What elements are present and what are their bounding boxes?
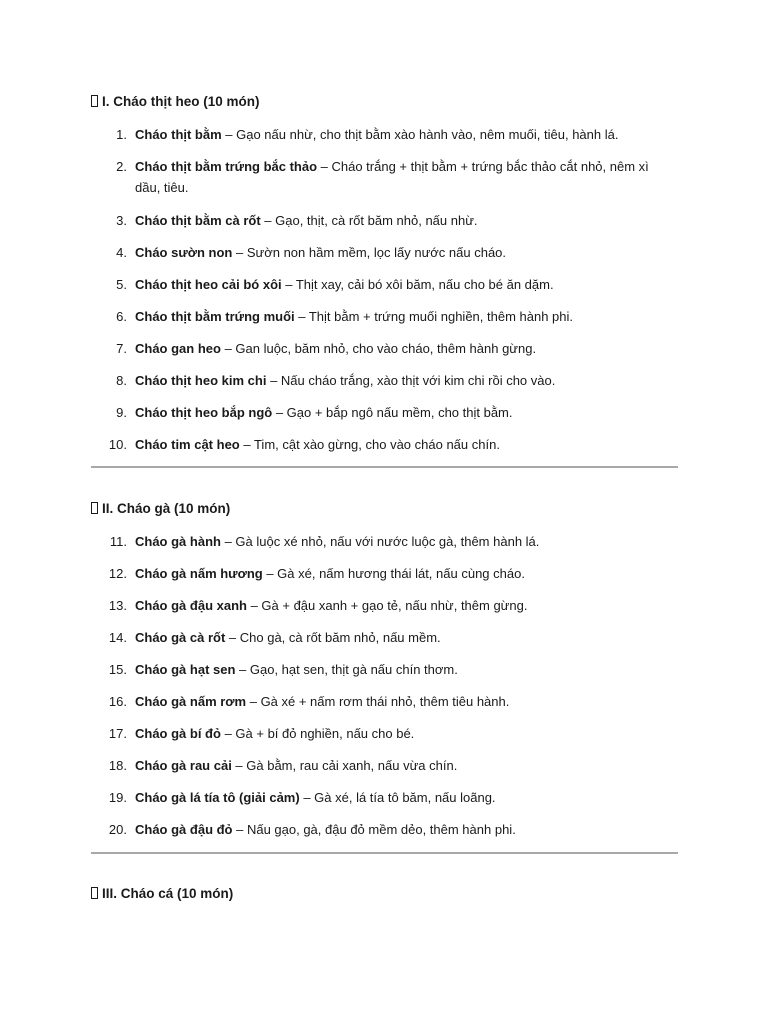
section-heading-3: III. Cháo cá (10 món) <box>91 885 233 903</box>
section-divider <box>91 852 678 854</box>
document-page: I. Cháo thịt heo (10 món) 1. Cháo thịt bằm – Gạo nấu nhừ, cho thịt bằm xào hành vào, nêm muối, tiêu, hành lá. 2. Cháo thịt bằm trứng bắc thảo – Cháo trắng + thịt bằm + trứng bắc thảo cắt nhỏ, nêm xì dầu, tiêu. 3. Cháo thịt bằm cà rốt – Gạo, thịt, cà rốt băm nhỏ, nấu nhừ. 4. Cháo sườn non – Sườn non hầm mềm, lọc lấy nước nấu cháo. 5. Cháo thịt heo cải bó xôi – Thịt xay, cải bó xôi băm, nấu cho bé ăn dặm. 6. Cháo thịt bằm trứng muối – Thịt bằm + trứng muối nghiền, thêm hành phi. 7. Cháo gan heo – Gan luộc, băm nhỏ, cho vào cháo, thêm hành gừng. 8. Cháo thịt heo kim chi – Nấu cháo trắng, xào thịt với kim chi rồi cho vào. 9. Cháo thịt heo bắp ngô – Gạo + bắp ngô nấu mềm, cho thịt bằm. 10. Cháo tim cật heo – Tim, cật xào gừng, cho vào cháo nấu chín. II. Cháo gà (10 món) 11. Cháo gà hành – Gà luộc xé nhỏ, nấu với nước luộc gà, thêm hành lá. 12. Cháo gà nấm hương – Gà xé, nấm hương thái lát, nấu cùng cháo. 13. Cháo gà đậu xanh – Gà + đậu xanh + gạo tẻ, nấu nhừ, thêm gừng. 14. Cháo gà cà rốt – Cho gà, cà rốt băm nhỏ, nấu mềm. 15. Cháo gà hạt sen – Gạo, hạt sen, thịt gà nấu chín thơm. 16. Cháo gà nấm rơm – Gà xé + nấm rơm thái nhỏ, thêm tiêu hành. 17. Cháo gà bí đỏ – Gà + bí đỏ nghiền, nấu cho bé. 18. Cháo gà rau cải – Gà bằm, rau cải xanh, nấu vừa chín. 19. Cháo gà lá tía tô (giải cảm) – Gà xé, lá tía tô băm, nấu loãng. 20. Cháo gà đậu đỏ – Nấu gạo, gà, đậu đỏ mềm dẻo, thêm hành phi. III. Cháo cá (10 món) <box>0 0 768 1024</box>
section-heading-2: II. Cháo gà (10 món) <box>91 500 230 518</box>
section-heading-1: I. Cháo thịt heo (10 món) <box>91 93 260 111</box>
missing-glyph-icon <box>91 95 98 107</box>
missing-glyph-icon <box>91 502 98 514</box>
section-divider <box>91 466 678 468</box>
missing-glyph-icon <box>91 887 98 899</box>
